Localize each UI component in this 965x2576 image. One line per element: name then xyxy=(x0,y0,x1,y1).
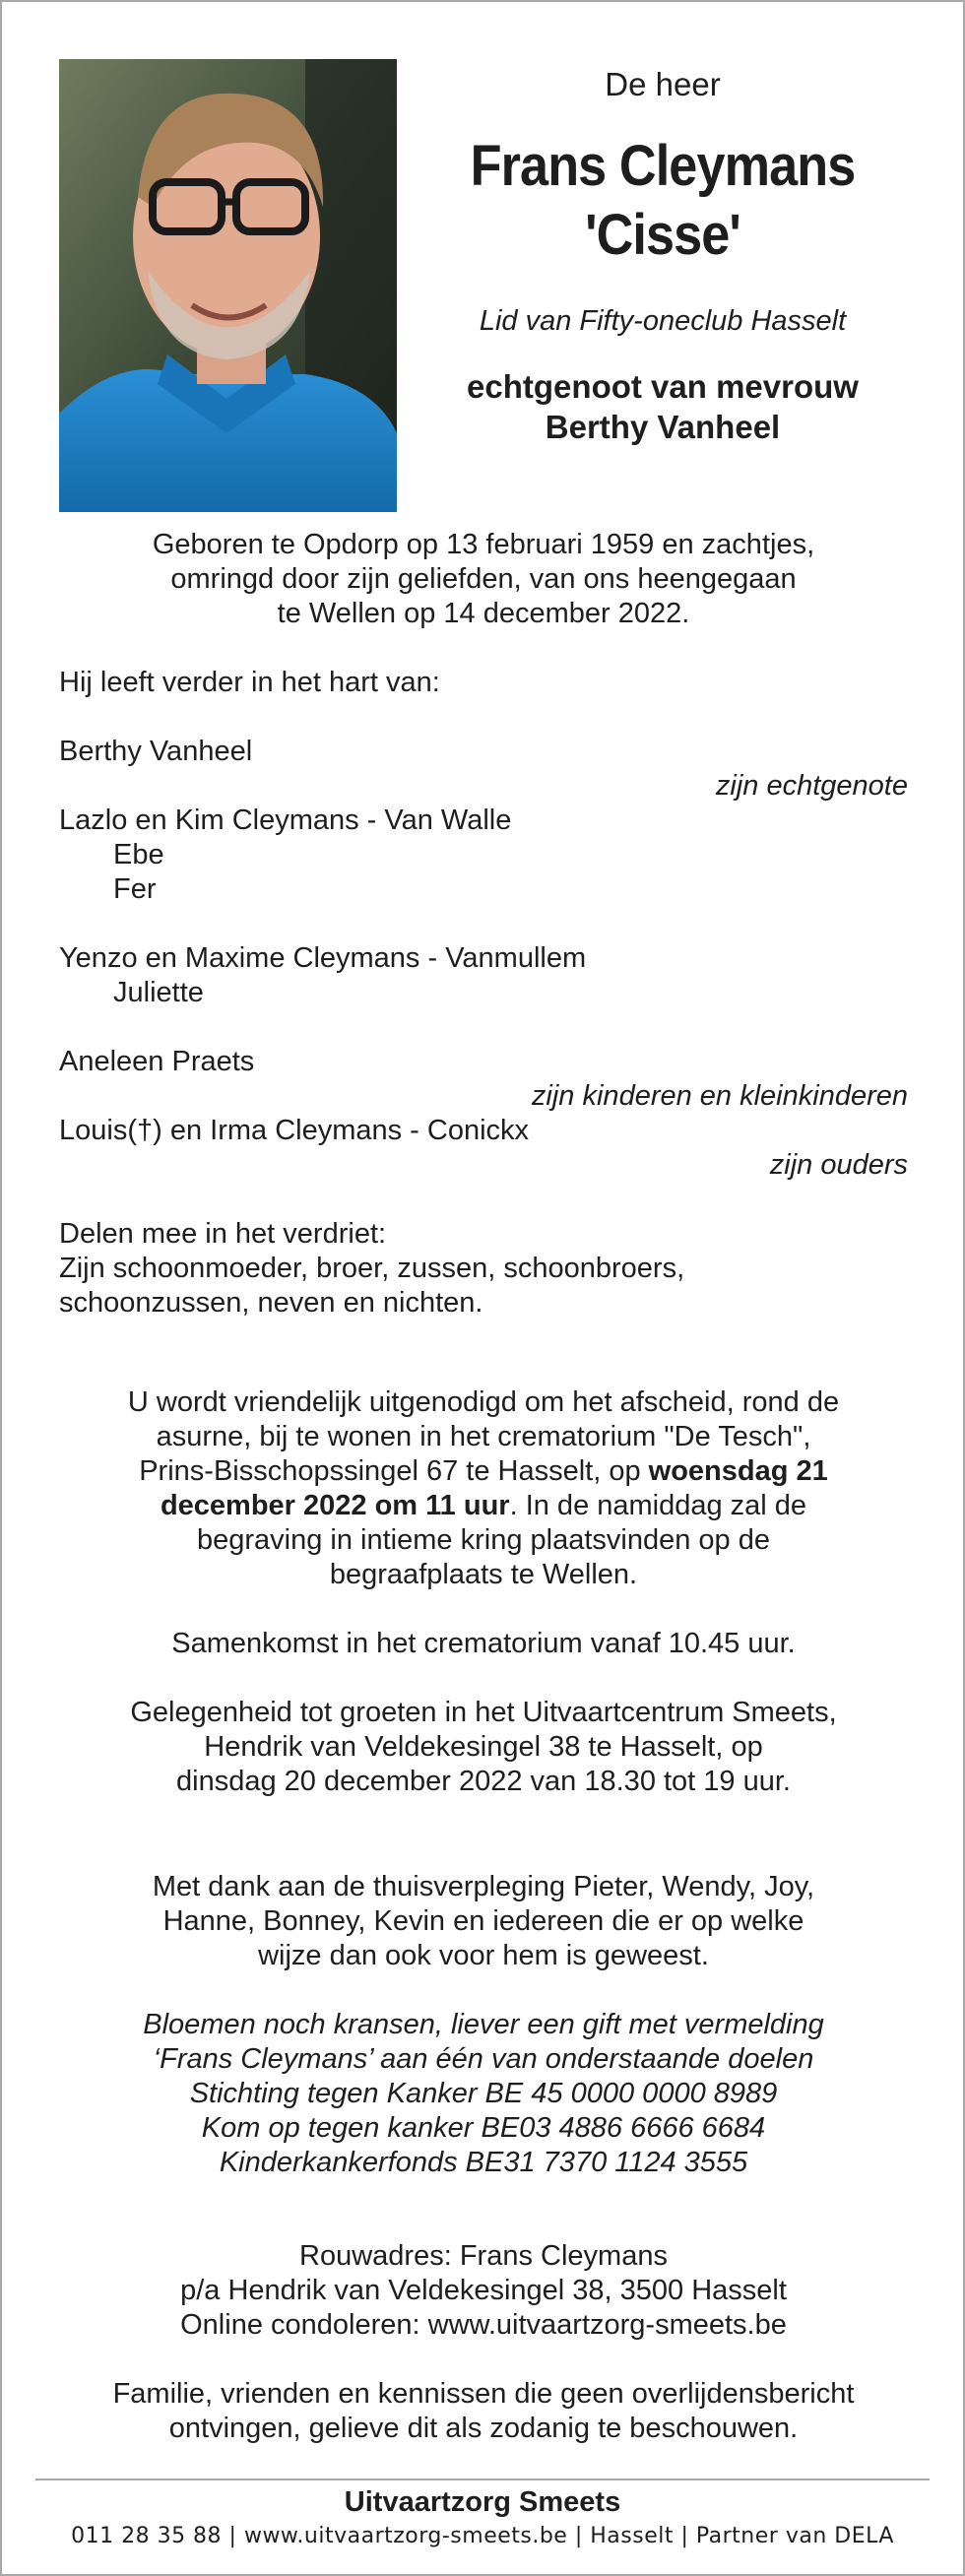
thanks xyxy=(59,1870,908,1973)
birth-line: omringd door zijn geliefden, van ons heengegaan xyxy=(170,563,797,595)
viewing-line: Hendrik van Veldekesingel 38 te Hasselt, op xyxy=(204,1731,763,1763)
mourning-address xyxy=(59,2239,908,2343)
birth-announcement xyxy=(59,528,908,631)
family-intro: Hij leeft verder in het hart van: xyxy=(59,667,440,698)
footer-divider xyxy=(35,2479,930,2480)
funeral-company: Uitvaartzorg Smeets xyxy=(344,2486,621,2518)
viewing-info xyxy=(59,1696,908,1799)
viewing-line: dinsdag 20 december 2022 van 18.30 tot 19 uur. xyxy=(176,1766,791,1797)
family-grandchild-2: Fer xyxy=(113,873,157,905)
family-child-1: Lazlo en Kim Cleymans - Van Walle xyxy=(59,805,512,836)
invitation-text: . In de namiddag zal de xyxy=(509,1490,807,1521)
donation-line: Kinderkankerfonds BE31 7370 1124 3555 xyxy=(219,2147,748,2178)
ceremony-invitation xyxy=(59,1385,908,1592)
invitation-line: begraafplaats te Wellen. xyxy=(329,1559,638,1590)
invitation-line: U wordt vriendelijk uitgenodigd om het afscheid, rond de xyxy=(127,1386,840,1418)
donation-line: ‘Frans Cleymans’ aan één van onderstaande doelen xyxy=(153,2043,814,2075)
portrait-photo xyxy=(59,59,397,512)
condolence-link: Online condoleren: www.uitvaartzorg-smeets.be xyxy=(180,2309,787,2341)
donation-info xyxy=(59,2008,908,2180)
ceremony-date-time: december 2022 om 11 uur xyxy=(160,1490,510,1521)
spouse-line-2: Berthy Vanheel xyxy=(545,409,781,445)
family-child-2: Yenzo en Maxime Cleymans - Vanmullem xyxy=(59,942,587,974)
family-list xyxy=(59,666,908,1320)
membership: Lid van Fifty-oneclub Hasselt xyxy=(479,305,847,337)
notice-line: ontvingen, gelieve dit als zodanig te beschouwen. xyxy=(168,2413,799,2444)
family-children-role: zijn kinderen en kleinkinderen xyxy=(531,1080,908,1112)
family-parents-role: zijn ouders xyxy=(769,1149,908,1181)
invitation-line xyxy=(59,1489,908,1523)
address-line: Rouwadres: Frans Cleymans xyxy=(299,2240,668,2272)
family-grandchild-3: Juliette xyxy=(113,977,204,1008)
family-wife: Berthy Vanheel xyxy=(59,736,253,767)
family-parents: Louis(†) en Irma Cleymans - Conickx xyxy=(59,1115,530,1146)
salutation: De heer xyxy=(605,66,721,102)
birth-line: te Wellen op 14 december 2022. xyxy=(277,598,690,629)
invitation-line: begraving in intieme kring plaatsvinden op de xyxy=(197,1524,770,1556)
birth-line: Geboren te Opdorp op 13 februari 1959 en zachtjes, xyxy=(152,529,815,560)
sharing-line: Zijn schoonmoeder, broer, zussen, schoonbroers, xyxy=(59,1253,685,1284)
invitation-line: asurne, bij te wonen in het crematorium "De Tesch", xyxy=(156,1421,811,1452)
thanks-line: wijze dan ook voor hem is geweest. xyxy=(258,1940,709,1971)
family-wife-role: zijn echtgenote xyxy=(715,770,908,802)
deceased-nickname: 'Cisse' xyxy=(585,203,740,267)
deceased-name: Frans Cleymans xyxy=(470,134,856,198)
header xyxy=(414,59,912,447)
donation-line: Kom op tegen kanker BE03 4886 6666 6684 xyxy=(201,2112,766,2144)
family-grandchild-1: Ebe xyxy=(113,839,164,870)
invitation-line xyxy=(59,1454,908,1489)
funeral-company-contact: 011 28 35 88 | www.uitvaartzorg-smeets.be | Hasselt | Partner van DELA xyxy=(71,2524,894,2548)
address-line: p/a Hendrik van Veldekesingel 38, 3500 Hasselt xyxy=(180,2275,787,2306)
ceremony-date: woensdag 21 xyxy=(648,1455,828,1487)
viewing-line: Gelegenheid tot groeten in het Uitvaartcentrum Smeets, xyxy=(130,1697,837,1728)
invitation-text: Prins-Bisschopssingel 67 te Hasselt, op xyxy=(139,1455,649,1487)
family-child-3: Aneleen Praets xyxy=(59,1046,255,1077)
donation-line: Stichting tegen Kanker BE 45 0000 0000 8989 xyxy=(189,2078,778,2109)
spouse-line-1: echtgenoot van mevrouw xyxy=(467,368,859,405)
thanks-line: Hanne, Bonney, Kevin en iedereen die er op welke xyxy=(162,1905,804,1937)
gathering: Samenkomst in het crematorium vanaf 10.45 uur. xyxy=(171,1628,796,1659)
notice-line: Familie, vrienden en kennissen die geen overlijdensbericht xyxy=(112,2378,855,2410)
donation-line: Bloemen noch kransen, liever een gift met vermelding xyxy=(143,2009,824,2040)
thanks-line: Met dank aan de thuisverpleging Pieter, Wendy, Joy, xyxy=(152,1871,815,1902)
notice xyxy=(59,2377,908,2446)
sharing-line: schoonzussen, neven en nichten. xyxy=(59,1287,483,1319)
sharing-intro: Delen mee in het verdriet: xyxy=(59,1218,387,1250)
